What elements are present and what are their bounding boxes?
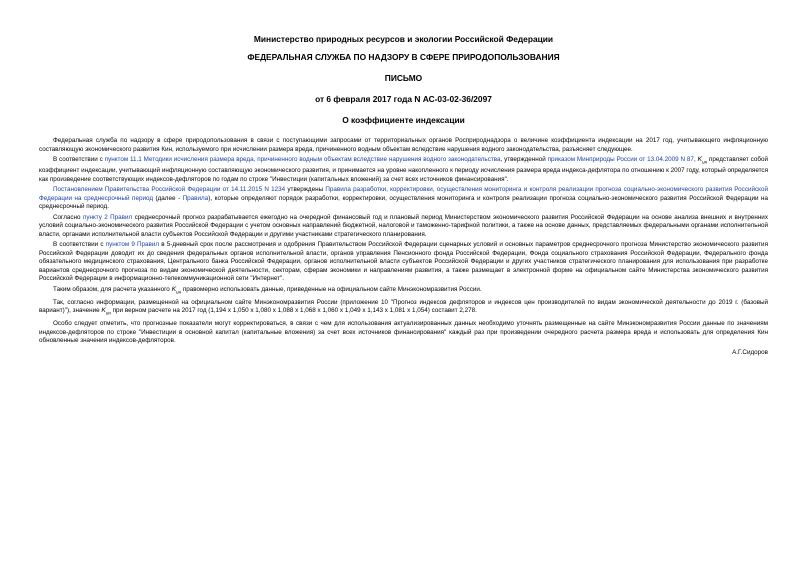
paragraph-government-decree: Постановлением Правительства Российской Федерации от 14.11.2015 N 1234 утверждены Правила разработки, корректировки, осуществления мониторинга и контроля реализации прогноза социально-экономического развития Российской Федерации на среднесрочный период (далее - Правила), которые определяют порядок разработки, корректировки, осуществления мониторинга и контроля реализации прогноза социально-экономического развития Российской Федерации на среднесрочный период.	[39, 185, 769, 211]
link-order-minprirody[interactable]: приказом Минприроды России от 13.04.2009 N 87	[547, 155, 694, 163]
paragraph-intro: Федеральная служба по надзору в сфере природопользования в связи с поступающими запросами от территориальных органов Росприроднадзора о величине коэффициента индексации на 2017 год, учитывающего инфляционную составляющую экономического развития Кин, используемого при исчислении размера вреда, причиненного водным объектам вследствие нарушения водного законодательства, разъясняет следующее.	[39, 137, 768, 153]
date-number-heading: от 6 февраля 2017 года N АС-03-02-36/2097	[315, 94, 492, 104]
kin-symbol: $K_{ин}$	[101, 307, 111, 316]
signature: А.Г.Сидоров	[732, 348, 768, 356]
paragraph-note: Особо следует отметить, что прогнозные показатели могут корректироваться, в связи с чем для использования актуализированных данных необходимо уточнять размещенные на сайте Минэкономразвития России данные по значениям индексов-дефляторов по строке "Инвестиции в основной капитал (капитальные вложения) за счет всех источников финансирования" каждый раз при произведении очередного расчета размера вреда и использовать для определения Кин обновленные значения индексов-дефляторов.	[39, 319, 768, 345]
link-rules-point-2[interactable]: пункту 2 Правил	[82, 213, 133, 221]
subject-heading: О коэффициенте индексации	[342, 115, 465, 125]
link-rules-point-9[interactable]: пунктом 9 Правил	[105, 241, 160, 249]
link-decree-1234[interactable]: Постановлением Правительства Российской Федерации от 14.11.2015 N 1234	[53, 185, 286, 193]
paragraph-conclusion: Таким образом, для расчета указанного $K_{ин}$ правомерно использовать данные, приведенные на официальном сайте Минэкономразвития России.	[53, 285, 482, 295]
doc-type-heading: ПИСЬМО	[384, 73, 423, 83]
link-methodology-point[interactable]: пунктом 11.1 Методики исчисления размера вреда, причиненного водным объектам вследствие нарушения водного законодательства	[104, 155, 501, 163]
service-heading: ФЕДЕРАЛЬНАЯ СЛУЖБА ПО НАДЗОРУ В СФЕРЕ ПРИРОДОПОЛЬЗОВАНИЯ	[247, 52, 560, 62]
paragraph-methodology: В соответствии с пунктом 11.1 Методики исчисления размера вреда, причиненного водным объектам вследствие нарушения водного законодательства, утвержденной приказом Минприроды России от 13.04.2009 N 87, $K_{ин}$ представляет собой коэффициент индексации, учитывающий инфляционную составляющую экономического развития, и принимается на уровне накопленного к периоду исчисления размера вреда индекса-дефлятора по отношению к 2007 году, который определяется как произведение соответствующих индексов-дефляторов по годам по строке "Инвестиции (капитальных вложений) за счет всех источников финансирования".	[39, 155, 768, 183]
kin-symbol: $K_{ин}$	[697, 155, 708, 165]
letter-body	[39, 137, 768, 357]
ministry-heading: Министерство природных ресурсов и экологии Российской Федерации	[253, 34, 554, 44]
paragraph-rules-point-2: Согласно пункту 2 Правил среднесрочный прогноз разрабатывается ежегодно на очередной финансовый год и плановый период Министерством экономического развития Российской Федерации на основе анализа внешних и внутренних условий социально-экономического развития Российской Федерации с учетом основных направлений бюджетной, налоговой и таможенно-тарифной политики, а также на основе данных, представляемых федеральными органами исполнительной власти, органами исполнительной власти субъектов Российской Федерации и другими участниками стратегического планирования.	[39, 213, 768, 238]
link-rules[interactable]: Правила	[182, 194, 209, 202]
paragraph-rules-point-9: В соответствии с пунктом 9 Правил в 5-дневный срок после рассмотрения и одобрения Правительством Российской Федерации сценарных условий и основных параметров среднесрочного прогноза Министерство экономического развития Российской Федерации доводит их до сведения федеральных органов исполнительной власти, органов управления Пенсионного фонда Российской Федерации, Фонда социального страхования Российской Федерации, Федерального фонда обязательного медицинского страхования, Центрального банка Российской Федерации, органов исполнительной власти субъектов Российской Федерации и других участников стратегического планирования для использования при разработке вариантов среднесрочного прогноза по видам экономической деятельности, секторам, сферам экономики и направлениям развития, а также размещает в электронной форме на официальном сайте Министерства экономического развития Российской Федерации в информационно-телекоммуникационной сети "Интернет".	[39, 241, 768, 283]
kin-symbol: $K_{ин}$	[171, 285, 182, 295]
link-rules-forecast[interactable]: Правила разработки, корректировки, осуществления мониторинга и контроля реализации прогноза социально-экономического развития Российской Федерации на среднесрочный период	[39, 185, 768, 202]
paragraph-calculation: Так, согласно информации, размещенной на официальном сайте Минэкономразвития России (приложение 10 "Прогноз индексов дефляторов и индексов цен производителей по видам экономической деятельности до 2019 г. (базовый вариант)"), значение $K_{ин}$ при верном расчете на 2017 год (1,194 x 1,050 x 1,080 x 1,088 x 1,068 x 1,060 x 1,049 x 1,143 x 1,081 x 1,054) составит 2,278.	[39, 298, 768, 316]
